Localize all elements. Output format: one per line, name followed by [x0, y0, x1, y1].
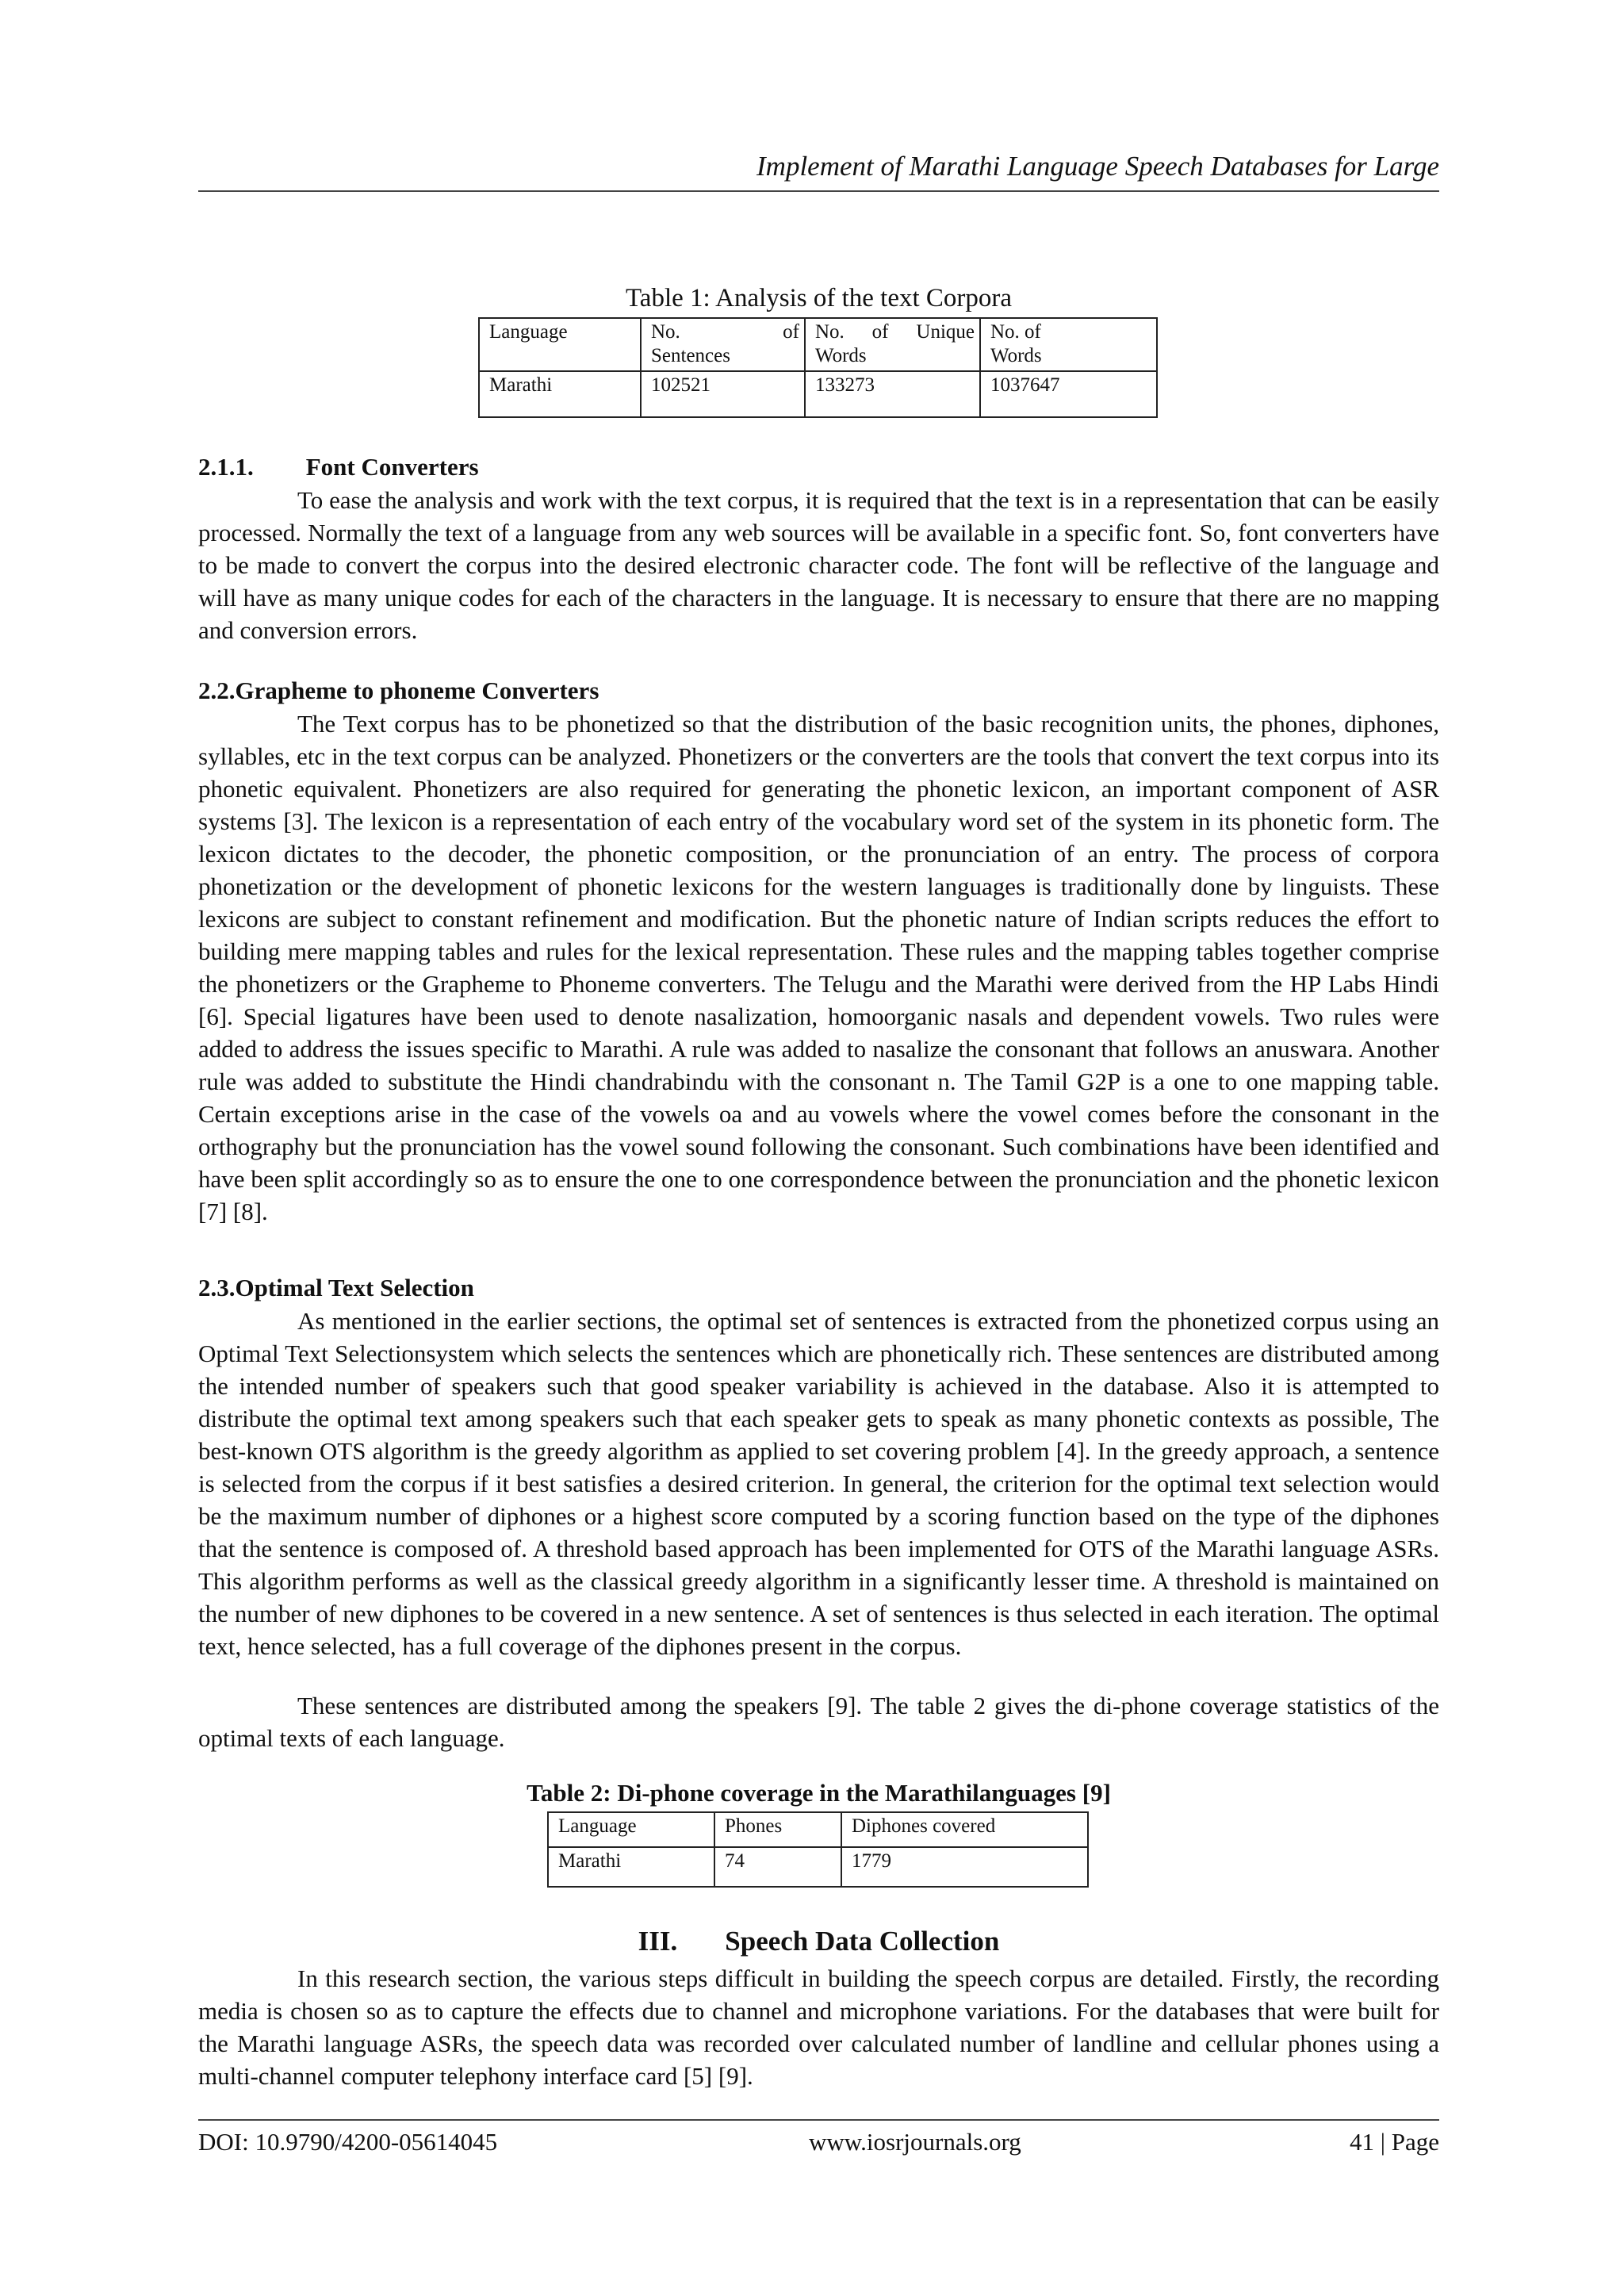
footer-doi: DOI: 10.9790/4200-05614045 — [198, 2128, 498, 2156]
table1-cell: 133273 — [805, 371, 980, 417]
section-3-heading: III. Speech Data Collection — [638, 1926, 1000, 1957]
table1-cell: Marathi — [479, 371, 641, 417]
table2 — [547, 1811, 1089, 1888]
table2-cell: 1779 — [841, 1847, 1088, 1887]
table2-caption: Table 2: Di-phone coverage in the Marathilanguages [9] — [527, 1779, 1111, 1807]
table2-cell: 74 — [714, 1847, 841, 1887]
table2-header-row — [548, 1812, 1088, 1847]
table-row — [548, 1847, 1088, 1887]
section-2-1-1-heading: 2.1.1. Font Converters — [198, 453, 479, 481]
footer-rule — [198, 2119, 1439, 2121]
footer-page-number: 41 | Page — [1350, 2128, 1439, 2156]
table1-cell: 1037647 — [980, 371, 1157, 417]
footer-website: www.iosrjournals.org — [809, 2128, 1021, 2156]
table2-header-cell: Phones — [714, 1812, 841, 1847]
table1-header-cell: No. of Unique Words — [805, 318, 980, 371]
section-2-3-heading: 2.3.Optimal Text Selection — [198, 1274, 474, 1301]
table1 — [478, 317, 1158, 418]
paper-page — [198, 0, 1439, 2296]
section-2-2-heading: 2.2.Grapheme to phoneme Converters — [198, 677, 599, 704]
table1-caption: Table 1: Analysis of the text Corpora — [625, 284, 1013, 312]
section-3-paragraph: In this research section, the various steps difficult in building the speech corpus are detailed. Firstly, the recording media is chosen so as to capture the effects due to channel and microphone variations. For the databases that were built for the Marathi language ASRs, the speech data was recorded over calculated number of landline and cellular phones using a multi-channel computer telephony interface card [5] [9]. — [198, 1964, 1439, 2090]
running-header: Implement of Marathi Language Speech Databases for Large — [756, 151, 1439, 182]
table2-header-cell: Diphones covered — [841, 1812, 1088, 1847]
table2-cell: Marathi — [548, 1847, 714, 1887]
table-row — [479, 371, 1157, 417]
section-2-2-paragraph: The Text corpus has to be phonetized so that the distribution of the basic recognition units, the phones, diphones, syllables, etc in the text corpus can be analyzed. Phonetizers or the converters are the tools that convert the text corpus into its phonetic equivalent. Phonetizers are also required for generating the phonetic lexicon, an important component of ASR systems [3]. The lexicon is a representation of each entry of the vocabulary word set of the system in its phonetic form. The lexicon dictates to the decoder, the phonetic composition, or the pronunciation of an entry. The process of corpora phonetization or the development of phonetic lexicons for the western languages is traditionally done by linguists. These lexicons are subject to constant refinement and modification. But the phonetic nature of Indian scripts reduces the effort to building mere mapping tables and rules for the lexical representation. These rules and the mapping tables together comprise the phonetizers or the Grapheme to Phoneme converters. The Telugu and the Marathi were derived from the HP Labs Hindi [6]. Special ligatures have been used to denote nasalization, homoorganic nasals and dependent vowels. Two rules were added to address the issues specific to Marathi. A rule was added to nasalize the consonant that follows an anuswara. Another rule was added to substitute the Hindi chandrabindu with the consonant n. The Tamil G2P is a one to one mapping table. Certain exceptions arise in the case of the vowels oa and au vowels where the vowel comes before the consonant in the orthography but the pronunciation has the vowel sound following the consonant. Such combinations have been identified and have been split accordingly so as to ensure the one to one correspondence between the pronunciation and the phonetic lexicon [7] [8]. — [198, 710, 1439, 1225]
table1-cell: 102521 — [641, 371, 805, 417]
table2-header-cell: Language — [548, 1812, 714, 1847]
table1-header-cell: Language — [479, 318, 641, 371]
table1-header-row — [479, 318, 1157, 371]
section-2-3-paragraph: As mentioned in the earlier sections, the optimal set of sentences is extracted from the phonetized corpus using an Optimal Text Selectionsystem which selects the sentences which are phonetically rich. These sentences are distributed among the intended number of speakers such that good speaker variability is achieved in the database. Also it is attempted to distribute the optimal text among speakers such that each speaker gets to speak as many phonetic contexts as possible, The best-known OTS algorithm is the greedy algorithm as applied to set covering problem [4]. In the greedy approach, a sentence is selected from the corpus if it best satisfies a desired criterion. In general, the criterion for the optimal text selection would be the maximum number of diphones or a highest score computed by a scoring function based on the type of the diphones that the sentence is composed of. A threshold based approach has been implemented for OTS of the Marathi language ASRs. This algorithm performs as well as the classical greedy algorithm in a significantly lesser time. A threshold is maintained on the number of new diphones to be covered in a new sentence. A set of sentences is thus selected in each iteration. The optimal text, hence selected, has a full coverage of the diphones present in the corpus. — [198, 1307, 1439, 1660]
section-2-3-paragraph-2: These sentences are distributed among the speakers [9]. The table 2 gives the di-phone coverage statistics of the optimal texts of each language. — [198, 1692, 1439, 1752]
table1-header-cell: No. of Words — [980, 318, 1157, 371]
section-2-1-1-paragraph: To ease the analysis and work with the text corpus, it is required that the text is in a representation that can be easily processed. Normally the text of a language from any web sources will be available in a specific font. So, font converters have to be made to convert the corpus into the desired electronic character code. The font will be reflective of the language and will have as many unique codes for each of the characters in the language. It is necessary to ensure that there are no mapping and conversion errors. — [198, 486, 1439, 644]
header-rule — [198, 190, 1439, 192]
table1-header-cell: No. of Sentences — [641, 318, 805, 371]
